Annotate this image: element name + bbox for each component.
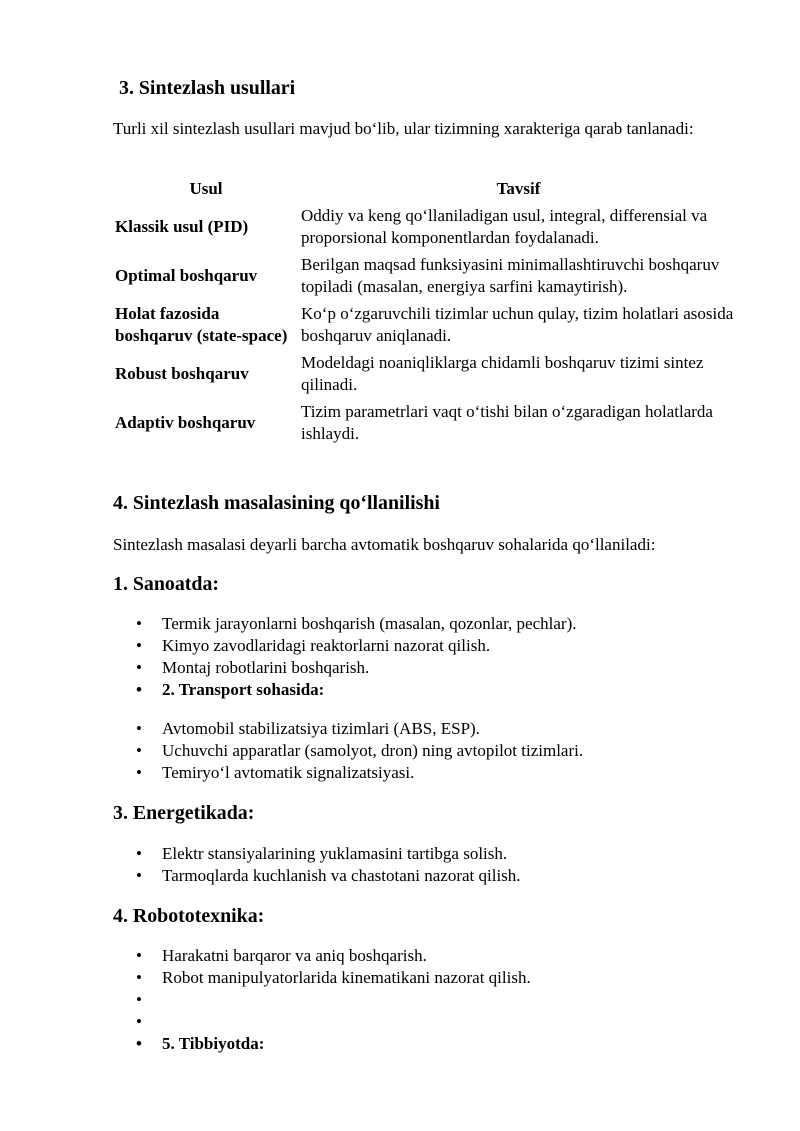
table-header-row — [113, 178, 738, 204]
bullet-icon: • — [136, 658, 142, 677]
list-item-text: Kimyo zavodlaridagi reaktorlarni nazorat qilish. — [162, 636, 491, 655]
list-item — [113, 718, 753, 740]
list-item — [113, 679, 753, 701]
list-item-text: Harakatni barqaror va aniq boshqarish. — [162, 946, 427, 965]
bullet-icon: • — [136, 946, 142, 965]
table-row — [113, 253, 738, 302]
list-item-text: Avtomobil stabilizatsiya tizimlari (ABS, ESP). — [162, 719, 480, 738]
list-item — [113, 613, 753, 635]
bullet-icon: • — [136, 866, 142, 885]
list-item — [113, 843, 753, 865]
method-cell: Robust boshqaruv — [115, 364, 249, 383]
bullet-icon: • — [136, 741, 142, 760]
list-item — [113, 762, 753, 784]
list-item-text: Montaj robotlarini boshqarish. — [162, 658, 370, 677]
method-cell: Optimal boshqaruv — [115, 266, 258, 285]
list-item-text: Robot manipulyatorlarida kinematikani nazorat qilish. — [162, 968, 531, 987]
transport-heading: 2. Transport sohasida: — [162, 680, 325, 699]
table-row — [113, 204, 738, 253]
bullet-icon: • — [136, 1034, 142, 1053]
methods-table — [113, 178, 738, 449]
list-item — [113, 740, 753, 762]
bullet-icon: • — [136, 990, 142, 1009]
bullet-icon: • — [136, 719, 142, 738]
industry-list — [113, 613, 753, 701]
table-row — [113, 302, 738, 351]
bullet-icon: • — [136, 636, 142, 655]
description-cell: Modeldagi noaniqliklarga chidamli boshqaruv tizimi sintez qilinadi. — [301, 353, 704, 394]
table-row — [113, 400, 738, 449]
list-item — [113, 989, 753, 1011]
method-cell: Adaptiv boshqaruv — [115, 413, 256, 432]
list-item — [113, 1033, 753, 1055]
robotics-list — [113, 945, 753, 1055]
list-item-text: Tarmoqlarda kuchlanish va chastotani nazorat qilish. — [162, 866, 521, 885]
transport-list — [113, 718, 753, 784]
list-item — [113, 865, 753, 887]
section-3-intro: Turli xil sintezlash usullari mavjud bo‘lib, ular tizimning xarakteriga qarab tanlanadi: — [113, 119, 694, 138]
method-cell: Klassik usul (PID) — [115, 217, 249, 236]
table-row — [113, 351, 738, 400]
list-item-text: Uchuvchi apparatlar (samolyot, dron) ning avtopilot tizimlari. — [162, 741, 584, 760]
list-item — [113, 635, 753, 657]
bullet-icon: • — [136, 1012, 142, 1031]
bullet-icon: • — [136, 614, 142, 633]
bullet-icon: • — [136, 680, 142, 699]
description-cell: Berilgan maqsad funksiyasini minimallashtiruvchi boshqaruv topiladi (masalan, energiya sarfini kamaytirish). — [301, 255, 720, 296]
medicine-heading: 5. Tibbiyotda: — [162, 1034, 265, 1053]
list-item-text: Elektr stansiyalarining yuklamasini tartibga solish. — [162, 844, 508, 863]
bullet-icon: • — [136, 968, 142, 987]
robotics-heading: 4. Robototexnika: — [113, 905, 265, 927]
section-4-intro: Sintezlash masalasi deyarli barcha avtomatik boshqaruv sohalarida qo‘llaniladi: — [113, 535, 656, 554]
description-cell: Ko‘p o‘zgaruvchili tizimlar uchun qulay, tizim holatlari asosida boshqaruv aniqlanadi. — [301, 304, 734, 345]
list-item — [113, 967, 753, 989]
column-header-description: Tavsif — [496, 179, 541, 198]
description-cell: Oddiy va keng qo‘llaniladigan usul, integral, differensial va proporsional komponentlardan foydalanadi. — [301, 206, 708, 247]
energy-heading: 3. Energetikada: — [113, 802, 255, 824]
bullet-icon: • — [136, 763, 142, 782]
bullet-icon: • — [136, 844, 142, 863]
industry-heading: 1. Sanoatda: — [113, 573, 220, 595]
description-cell: Tizim parametrlari vaqt o‘tishi bilan o‘zgaradigan holatlarda ishlaydi. — [301, 402, 713, 443]
list-item-text: Temiryo‘l avtomatik signalizatsiyasi. — [162, 763, 415, 782]
list-item-text: Termik jarayonlarni boshqarish (masalan, qozonlar, pechlar). — [162, 614, 577, 633]
method-cell: Holat fazosida boshqaruv (state-space) — [115, 304, 288, 345]
list-item — [113, 945, 753, 967]
list-item — [113, 1011, 753, 1033]
column-header-method: Usul — [189, 179, 223, 198]
section-3-heading: 3. Sintezlash usullari — [119, 77, 296, 99]
list-item — [113, 657, 753, 679]
section-4-heading: 4. Sintezlash masalasining qo‘llanilishi — [113, 492, 440, 514]
energy-list — [113, 843, 753, 887]
